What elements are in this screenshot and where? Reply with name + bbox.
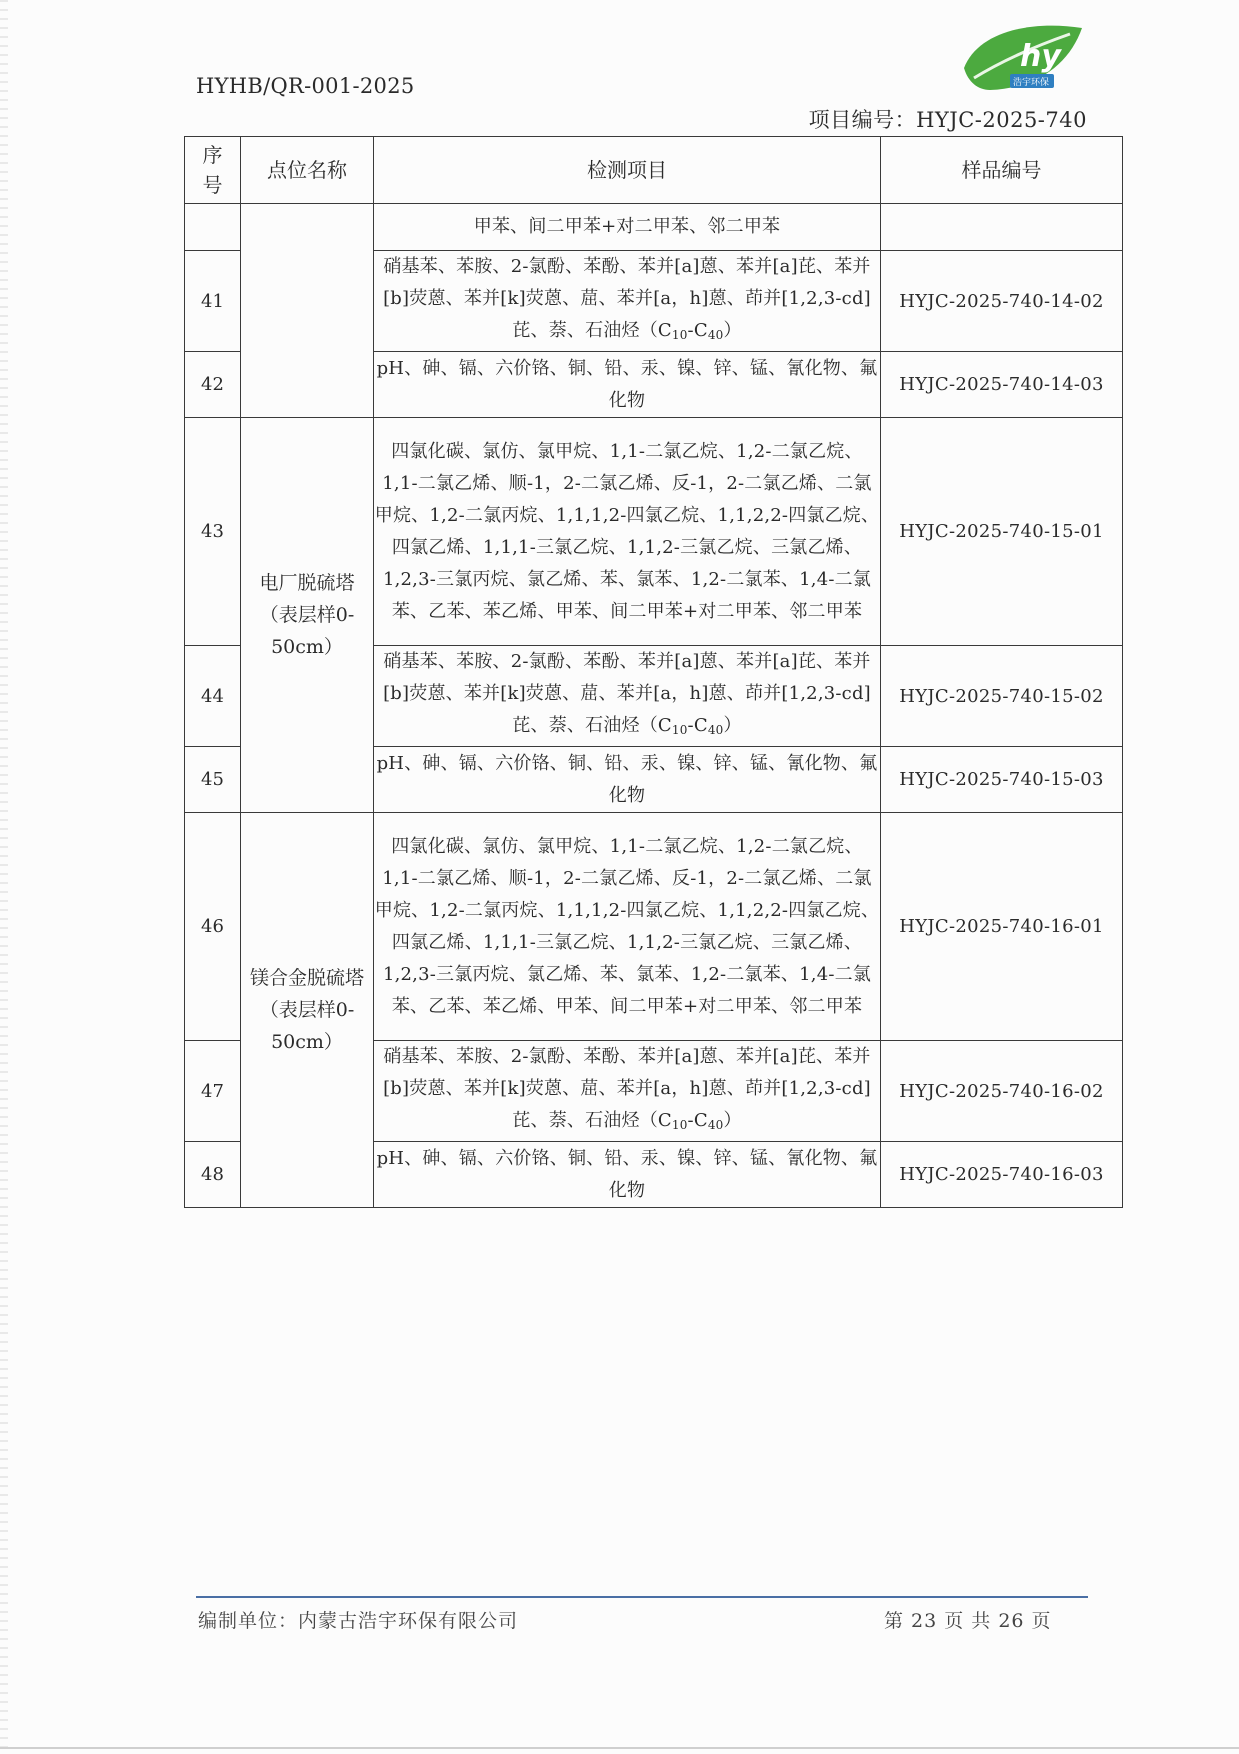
header-seq: 序号 xyxy=(185,137,241,204)
project-number: 项目编号：HYJC-2025-740 xyxy=(808,108,1087,132)
row-items: 四氯化碳、氯仿、氯甲烷、1,1-二氯乙烷、1,2-二氯乙烷、1,1-二氯乙烯、顺-1，2-二氯乙烯、反-1，2-二氯乙烯、二氯甲烷、1,2-二氯丙烷、1,1,1,2-四氯乙烷、1,1,2,2-四氯乙烷、四氯乙烯、1,1,1-三氯乙烷、1,1,2-三氯乙烷、三氯乙烯、1,2,3-三氯丙烷、氯乙烯、苯、氯苯、1,2-二氯苯、1,4-二氯苯、乙苯、苯乙烯、甲苯、间二甲苯+对二甲苯、邻二甲苯 xyxy=(374,813,881,1041)
row-sample: HYJC-2025-740-15-03 xyxy=(881,747,1123,813)
row-seq: 45 xyxy=(185,747,241,813)
row-sample: HYJC-2025-740-16-02 xyxy=(881,1041,1123,1142)
table-row xyxy=(185,813,1123,1041)
row-seq: 48 xyxy=(185,1142,241,1208)
row-items: 甲苯、间二甲苯+对二甲苯、邻二甲苯 xyxy=(374,204,881,251)
row-sample: HYJC-2025-740-14-02 xyxy=(881,251,1123,352)
table-row xyxy=(185,204,1123,251)
row-items: pH、砷、镉、六价铬、铜、铅、汞、镍、锌、锰、氰化物、氟化物 xyxy=(374,352,881,418)
inspection-table xyxy=(184,136,1123,1208)
header-site: 点位名称 xyxy=(241,137,374,204)
scan-bottom-edge xyxy=(0,1747,1239,1749)
row-items: 硝基苯、苯胺、2-氯酚、苯酚、苯并[a]蒽、苯并[a]芘、苯并[b]荧蒽、苯并[k]荧蒽、䓛、苯并[a，h]蒽、茚并[1,2,3-cd]芘、萘、石油烃$(C_{10}-C_{40})$ xyxy=(374,1041,881,1142)
footer-divider xyxy=(196,1596,1088,1598)
site-mg-alloy: 镁合金脱硫塔（表层样0-50cm） xyxy=(241,813,374,1208)
footer-page-number: 第 23 页 共 26 页 xyxy=(884,1610,1052,1632)
row-seq: 47 xyxy=(185,1041,241,1142)
document-code: HYHB/QR-001-2025 xyxy=(196,74,415,98)
row-sample: HYJC-2025-740-15-01 xyxy=(881,418,1123,646)
row-seq: 42 xyxy=(185,352,241,418)
row-items: 四氯化碳、氯仿、氯甲烷、1,1-二氯乙烷、1,2-二氯乙烷、1,1-二氯乙烯、顺-1，2-二氯乙烯、反-1，2-二氯乙烯、二氯甲烷、1,2-二氯丙烷、1,1,1,2-四氯乙烷、1,1,2,2-四氯乙烷、四氯乙烯、1,1,1-三氯乙烷、1,1,2-三氯乙烷、三氯乙烯、1,2,3-三氯丙烷、氯乙烯、苯、氯苯、1,2-二氯苯、1,4-二氯苯、乙苯、苯乙烯、甲苯、间二甲苯+对二甲苯、邻二甲苯 xyxy=(374,418,881,646)
row-items: 硝基苯、苯胺、2-氯酚、苯酚、苯并[a]蒽、苯并[a]芘、苯并[b]荧蒽、苯并[k]荧蒽、䓛、苯并[a，h]蒽、茚并[1,2,3-cd]芘、萘、石油烃$(C_{10}-C_{40})$ xyxy=(374,646,881,747)
row-sample: HYJC-2025-740-16-01 xyxy=(881,813,1123,1041)
logo-caption: 浩宇环保 xyxy=(1013,78,1050,88)
site-power-plant: 电厂脱硫塔（表层样0-50cm） xyxy=(241,418,374,813)
row-seq: 43 xyxy=(185,418,241,646)
company-logo xyxy=(960,22,1086,100)
row-seq: 44 xyxy=(185,646,241,747)
row-seq: 41 xyxy=(185,251,241,352)
row-sample: HYJC-2025-740-15-02 xyxy=(881,646,1123,747)
table-row xyxy=(185,418,1123,646)
row-sample: HYJC-2025-740-14-03 xyxy=(881,352,1123,418)
row-items: 硝基苯、苯胺、2-氯酚、苯酚、苯并[a]蒽、苯并[a]芘、苯并[b]荧蒽、苯并[k]荧蒽、䓛、苯并[a，h]蒽、茚并[1,2,3-cd]芘、萘、石油烃$(C_{10}-C_{40})$ xyxy=(374,251,881,352)
svg-text:hy: hy xyxy=(1020,39,1061,74)
table-header-row xyxy=(185,137,1123,204)
footer-compiling-unit: 编制单位：内蒙古浩宇环保有限公司 xyxy=(198,1610,519,1632)
row-seq xyxy=(185,204,241,251)
row-items: pH、砷、镉、六价铬、铜、铅、汞、镍、锌、锰、氰化物、氟化物 xyxy=(374,747,881,813)
row-items: pH、砷、镉、六价铬、铜、铅、汞、镍、锌、锰、氰化物、氟化物 xyxy=(374,1142,881,1208)
row-site-continued xyxy=(241,204,374,418)
header-item: 检测项目 xyxy=(374,137,881,204)
row-seq: 46 xyxy=(185,813,241,1041)
scan-edge-artifact xyxy=(0,0,8,1754)
row-sample xyxy=(881,204,1123,251)
row-sample: HYJC-2025-740-16-03 xyxy=(881,1142,1123,1208)
header-sample: 样品编号 xyxy=(881,137,1123,204)
